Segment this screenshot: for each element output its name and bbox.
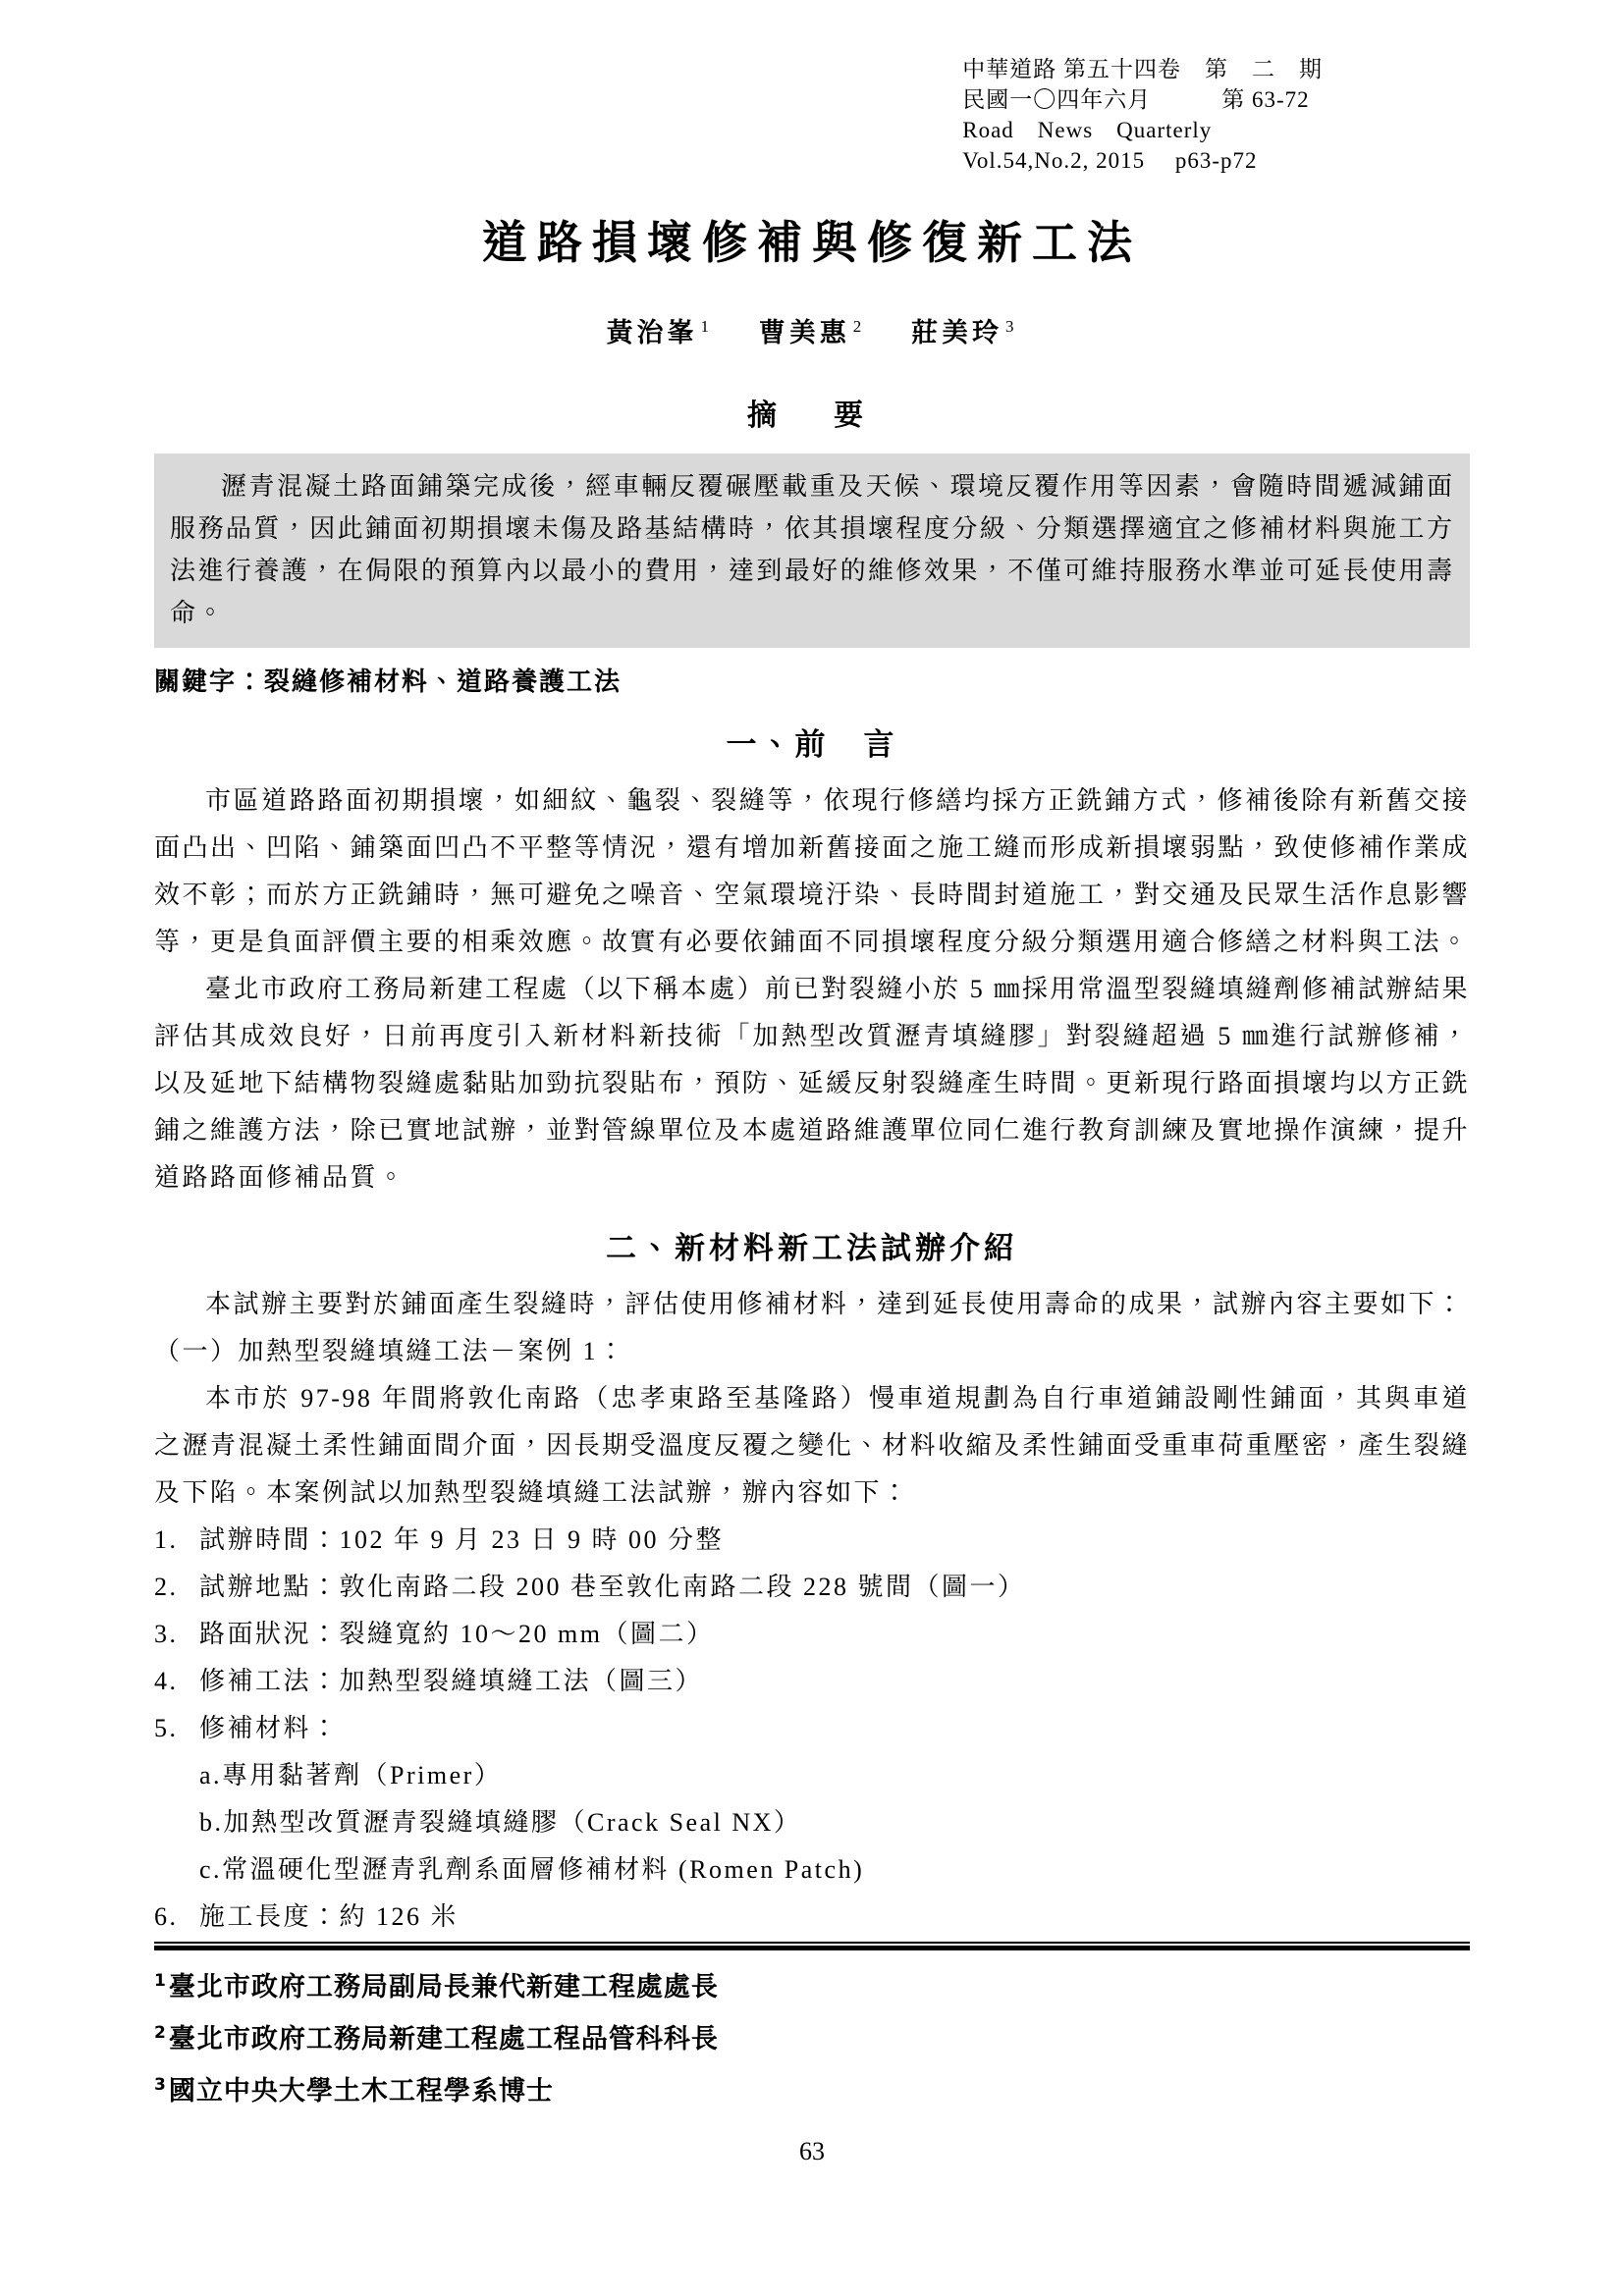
author-2-name: 曹美惠 <box>758 318 850 347</box>
footnote-2 <box>154 2010 1470 2062</box>
journal-name-en: Road News Quarterly <box>962 118 1213 142</box>
footnote-2-text: 臺北市政府工務局新建工程處工程品管科科長 <box>168 2024 719 2055</box>
journal-header <box>962 54 1323 176</box>
material-item-a: a.專用黏著劑（Primer） <box>199 1761 503 1789</box>
list-item-number: 5. <box>154 1714 179 1742</box>
section-2-intro: 本試辦主要對於鋪面產生裂縫時，評估使用修補材料，達到延長使用壽命的成果，試辦內容主要如下： <box>205 1290 1465 1318</box>
footnote-2-mark: 2 <box>154 2023 167 2043</box>
author-2-affiliation-mark: 2 <box>852 317 866 336</box>
material-item-b: b.加熱型改質瀝青裂縫填縫膠（Crack Seal NX） <box>199 1808 802 1837</box>
author-1-name: 黃治峯 <box>606 318 698 347</box>
author-1-affiliation-mark: 1 <box>700 317 713 336</box>
author-1 <box>607 311 714 349</box>
material-item-c: c.常溫硬化型瀝青乳劑系面層修補材料 (Romen Patch) <box>199 1855 865 1884</box>
footnote-1-mark: 1 <box>154 1971 167 1991</box>
author-3 <box>911 311 1018 349</box>
case-1-heading: （一）加熱型裂縫填縫工法－案例 1： <box>154 1337 626 1365</box>
list-item <box>154 1517 1470 1564</box>
list-item-text: 路面狀況：裂縫寬約 10～20 mm（圖二） <box>199 1620 715 1648</box>
author-list <box>154 311 1470 349</box>
case-1-intro: 本市於 97-98 年間將敦化南路（忠孝東路至基隆路）慢車道規劃為自行車道鋪設剛性鋪面，其與車道之瀝青混凝土柔性鋪面間介面，因長期受溫度反覆之變化、材料收縮及柔性鋪面受重車荷重壓密，產生裂縫及下陷。本案例試以加熱型裂縫填縫工法試辦，辦內容如下： <box>154 1384 1470 1507</box>
footnote-3 <box>154 2062 1470 2114</box>
list-item-text: 修補材料： <box>199 1714 340 1742</box>
footnote-1-text: 臺北市政府工務局副局長兼代新建工程處處長 <box>168 1972 719 2002</box>
list-item <box>154 1705 1470 1752</box>
journal-date-line: 民國一〇四年六月 第 63-72 <box>962 87 1310 112</box>
keywords-line: 關鍵字：裂縫修補材料、道路養護工法 <box>154 667 623 696</box>
abstract-heading: 摘 要 <box>747 399 877 433</box>
list-item-text: 修補工法：加熱型裂縫填縫工法（圖三） <box>199 1667 704 1695</box>
list-item <box>154 1564 1470 1611</box>
footnote-3-mark: 3 <box>154 2075 167 2095</box>
section-1-paragraph-1: 市區道路路面初期損壞，如細紋、龜裂、裂縫等，依現行修繕均採方正銑鋪方式，修補後除有新舊交接面凸出、凹陷、鋪築面凹凸不平整等情況，還有增加新舊接面之施工縫而形成新損壞弱點，致使修補作業成效不彰；而於方正銑鋪時，無可避免之噪音、空氣環境汙染、長時間封道施工，對交通及民眾生活作息影響等，更是負面評價主要的相乘效應。故實有必要依鋪面不同損壞程度分級分類選用適合修繕之材料與工法。 <box>154 786 1470 956</box>
footnote-separator-rule <box>154 1946 1470 1950</box>
journal-vol-pages-en: Vol.54,No.2, 2015 p63-p72 <box>962 148 1258 173</box>
list-item <box>154 1894 1470 1941</box>
section-1-paragraph-2: 臺北市政府工務局新建工程處（以下稱本處）前已對裂縫小於 5 ㎜採用常溫型裂縫填縫劑修補試辦結果評估其成效良好，日前再度引入新材料新技術「加熱型改質瀝青填縫膠」對裂縫超過 5 ㎜進行試辦修補，以及延地下結構物裂縫處黏貼加勁抗裂貼布，預防、延緩反射裂縫產生時間。更新現行路面損壞均以方正銑鋪之維護方法，除已實地試辦，並對管線單位及本處道路維護單位同仁進行教育訓練及實地操作演練，提升道路路面修補品質。 <box>154 975 1470 1192</box>
abstract-box <box>154 454 1470 648</box>
footnote-3-text: 國立中央大學土木工程學系博士 <box>168 2076 554 2107</box>
list-item-underlined <box>154 1894 1470 1944</box>
list-item-number: 2. <box>154 1573 179 1601</box>
section-1-heading: 一、前 言 <box>726 727 898 763</box>
list-item-text: 試辦地點：敦化南路二段 200 巷至敦化南路二段 228 號間（圖一） <box>199 1573 1026 1601</box>
list-item-number: 4. <box>154 1667 179 1695</box>
footnote-1 <box>154 1958 1470 2010</box>
footnote-block <box>154 1958 1470 2114</box>
list-item-number: 6. <box>154 1902 179 1931</box>
list-item <box>154 1611 1470 1658</box>
journal-volume-line: 中華道路 第五十四卷 第 二 期 <box>962 57 1323 81</box>
author-3-affiliation-mark: 3 <box>1005 317 1018 336</box>
list-item-text: 施工長度：約 126 米 <box>199 1902 460 1931</box>
list-item <box>154 1658 1470 1705</box>
abstract-text: 瀝青混凝土路面鋪築完成後，經車輛反覆碾壓載重及天候、環境反覆作用等因素，會隨時間遞減鋪面服務品質，因此鋪面初期損壞未傷及路基結構時，依其損壞程度分級、分類選擇適宜之修補材料與施工方法進行養護，在侷限的預算內以最小的費用，達到最好的維修效果，不僅可維持服務水準並可延長使用壽命。 <box>170 472 1454 627</box>
trial-detail-list <box>154 1517 1470 1944</box>
page-number: 63 <box>799 2137 825 2165</box>
material-sublist <box>154 1752 1470 1894</box>
list-item-text: 試辦時間：102 年 9 月 23 日 9 時 00 分整 <box>199 1525 725 1554</box>
list-item-number: 3. <box>154 1620 179 1648</box>
author-3-name: 莊美玲 <box>911 318 1002 347</box>
page-title: 道路損壞修補與修復新工法 <box>482 218 1142 268</box>
author-2 <box>759 311 866 349</box>
section-2-heading: 二、新材料新工法試辦介紹 <box>606 1231 1018 1266</box>
list-item-number: 1. <box>154 1525 179 1554</box>
